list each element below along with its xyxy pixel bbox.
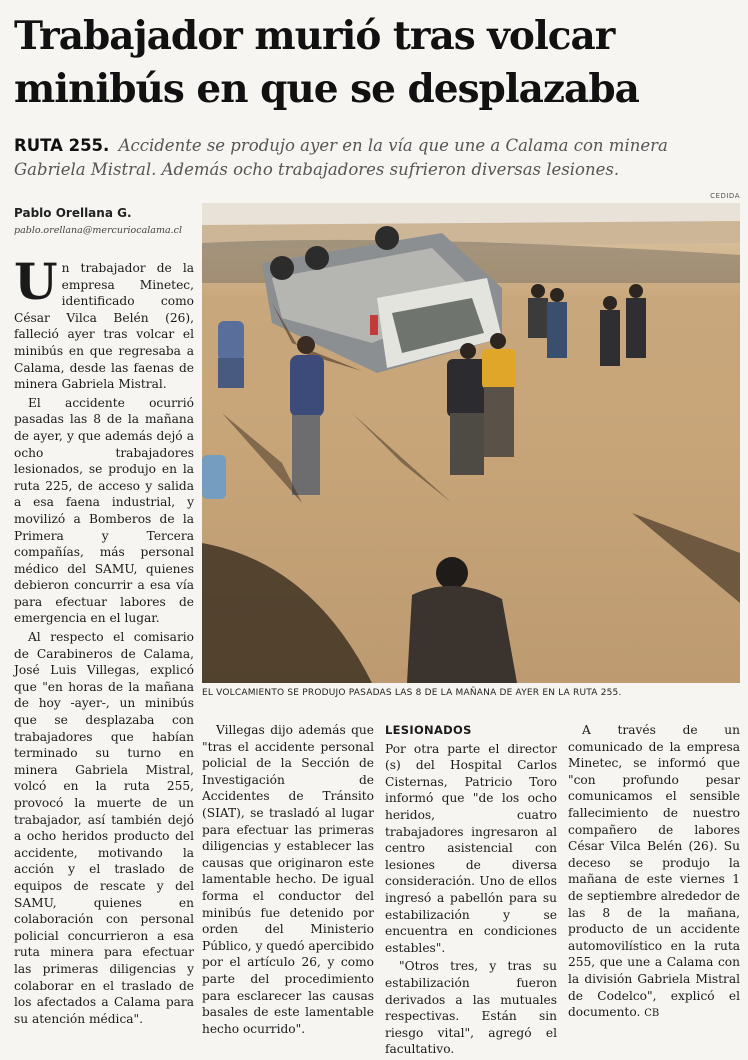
paragraph — [568, 722, 740, 1023]
article-headline: Trabajador murió tras volcar minibús en que se desplazaba — [14, 13, 639, 112]
paragraph — [14, 252, 194, 393]
author-email: pablo.orellana@mercuriocalama.cl — [14, 225, 182, 236]
paragraph: Por otra parte el director (s) del Hospital Carlos Cisternas, Patricio Toro informó que "de los ocho heridos, cuatro trabajadores ingresaron al centro asistencial con lesiones de diversa consideración. Uno de ellos ingresó a pabellón para su estabilización y se encuentra en condiciones estables". — [385, 741, 557, 955]
article-column-2 — [202, 722, 374, 1039]
article-lead — [14, 134, 739, 182]
lead-text: Accidente se produjo ayer en la vía que une a Calama con minera Gabriela Mistral. Además ocho trabajadores sufrieron diversas lesiones. — [14, 136, 668, 179]
photo-caption: EL VOLCAMIENTO SE PRODUJO PASADAS LAS 8 DE LA MAÑANA DE AYER EN LA RUTA 255. — [202, 688, 622, 698]
dropcap: U — [14, 252, 58, 311]
author-name: Pablo Orellana G. — [14, 206, 132, 220]
accident-scene-illustration — [202, 203, 740, 683]
end-mark: CB — [644, 1008, 660, 1020]
section-subhead: LESIONADOS — [385, 723, 472, 737]
article-column-3 — [385, 722, 557, 1060]
photo-credit: CEDIDA — [710, 192, 740, 200]
paragraph: "Otros tres, y tras su estabilización fueron derivados a las mutuales respectivas. Están sin riesgo vital", agregó el facultativo. — [385, 959, 557, 1057]
paragraph-text: n trabajador de la empresa Minetec, identificado como César Vilca Belén (26), falleció ayer tras volcar el minibús en que regresaba a Calama, desde las faenas de minera Gabriela Mistral. — [14, 261, 194, 392]
water-jug — [202, 455, 226, 499]
article-column-4 — [568, 722, 740, 1025]
paragraph: Villegas dijo además que "tras el accidente personal policial de la Sección de Investigación de Accidentes de Tránsito (SIAT), se trasladó al lugar para efectuar las primeras diligencias y establecer las causas que originaron este lamentable hecho. De igual forma el conductor del minibús fue detenido por orden del Ministerio Público, y quedó apercibido por el artículo 26, y como parte del procedimiento para esclarecer las causas basales de este lamentable hecho ocurrido". — [202, 723, 374, 1036]
paragraph: Al respecto el comisario de Carabineros de Calama, José Luis Villegas, explicó que "en horas de la mañana de hoy -ayer-, un minibús que se desplazaba con trabajadores que habían terminado su turno en minera Gabriela Mistral, volcó en la ruta 255, provocó la muerte de un trabajador, así también dejó a ocho heridos producto del accidente, motivando la acción y el traslado de equipos de rescate y del SAMU, quienes en colaboración con personal policial concurrieron a esa ruta minera para efectuar las primeras diligencias y colaborar en el traslado de los afectados a Calama para su atención médica". — [14, 630, 194, 1026]
accident-photo — [202, 203, 740, 683]
paragraph-text: A través de un comunicado de la empresa Minetec, se informó que "con profundo pesar comunicamos el sensible fallecimiento de nuestro compañero de labores César Vilca Belén (26). Su deceso se produjo la mañana de este viernes 1 de septiembre alrededor de las 8 de la mañana, producto de un accidente automovilístico en la ruta 255, que une a Calama con la división Gabriela Mistral de Codelco", explicó el documento. — [568, 723, 740, 1020]
paragraph: El accidente ocurrió pasadas las 8 de la mañana de ayer, y que además dejó a ocho trabajadores lesionados, se produjo en la ruta 225, de acceso y salida a esa faena industrial, y movilizó a Bomberos de la Primera y Tercera compañías, más personal médico del SAMU, quienes debieron concurrir a esa vía para efectuar labores de emergencia en el lugar. — [14, 395, 194, 626]
article-column-1 — [14, 252, 194, 1029]
lead-kicker: RUTA 255. — [14, 136, 110, 155]
byline — [14, 206, 194, 236]
